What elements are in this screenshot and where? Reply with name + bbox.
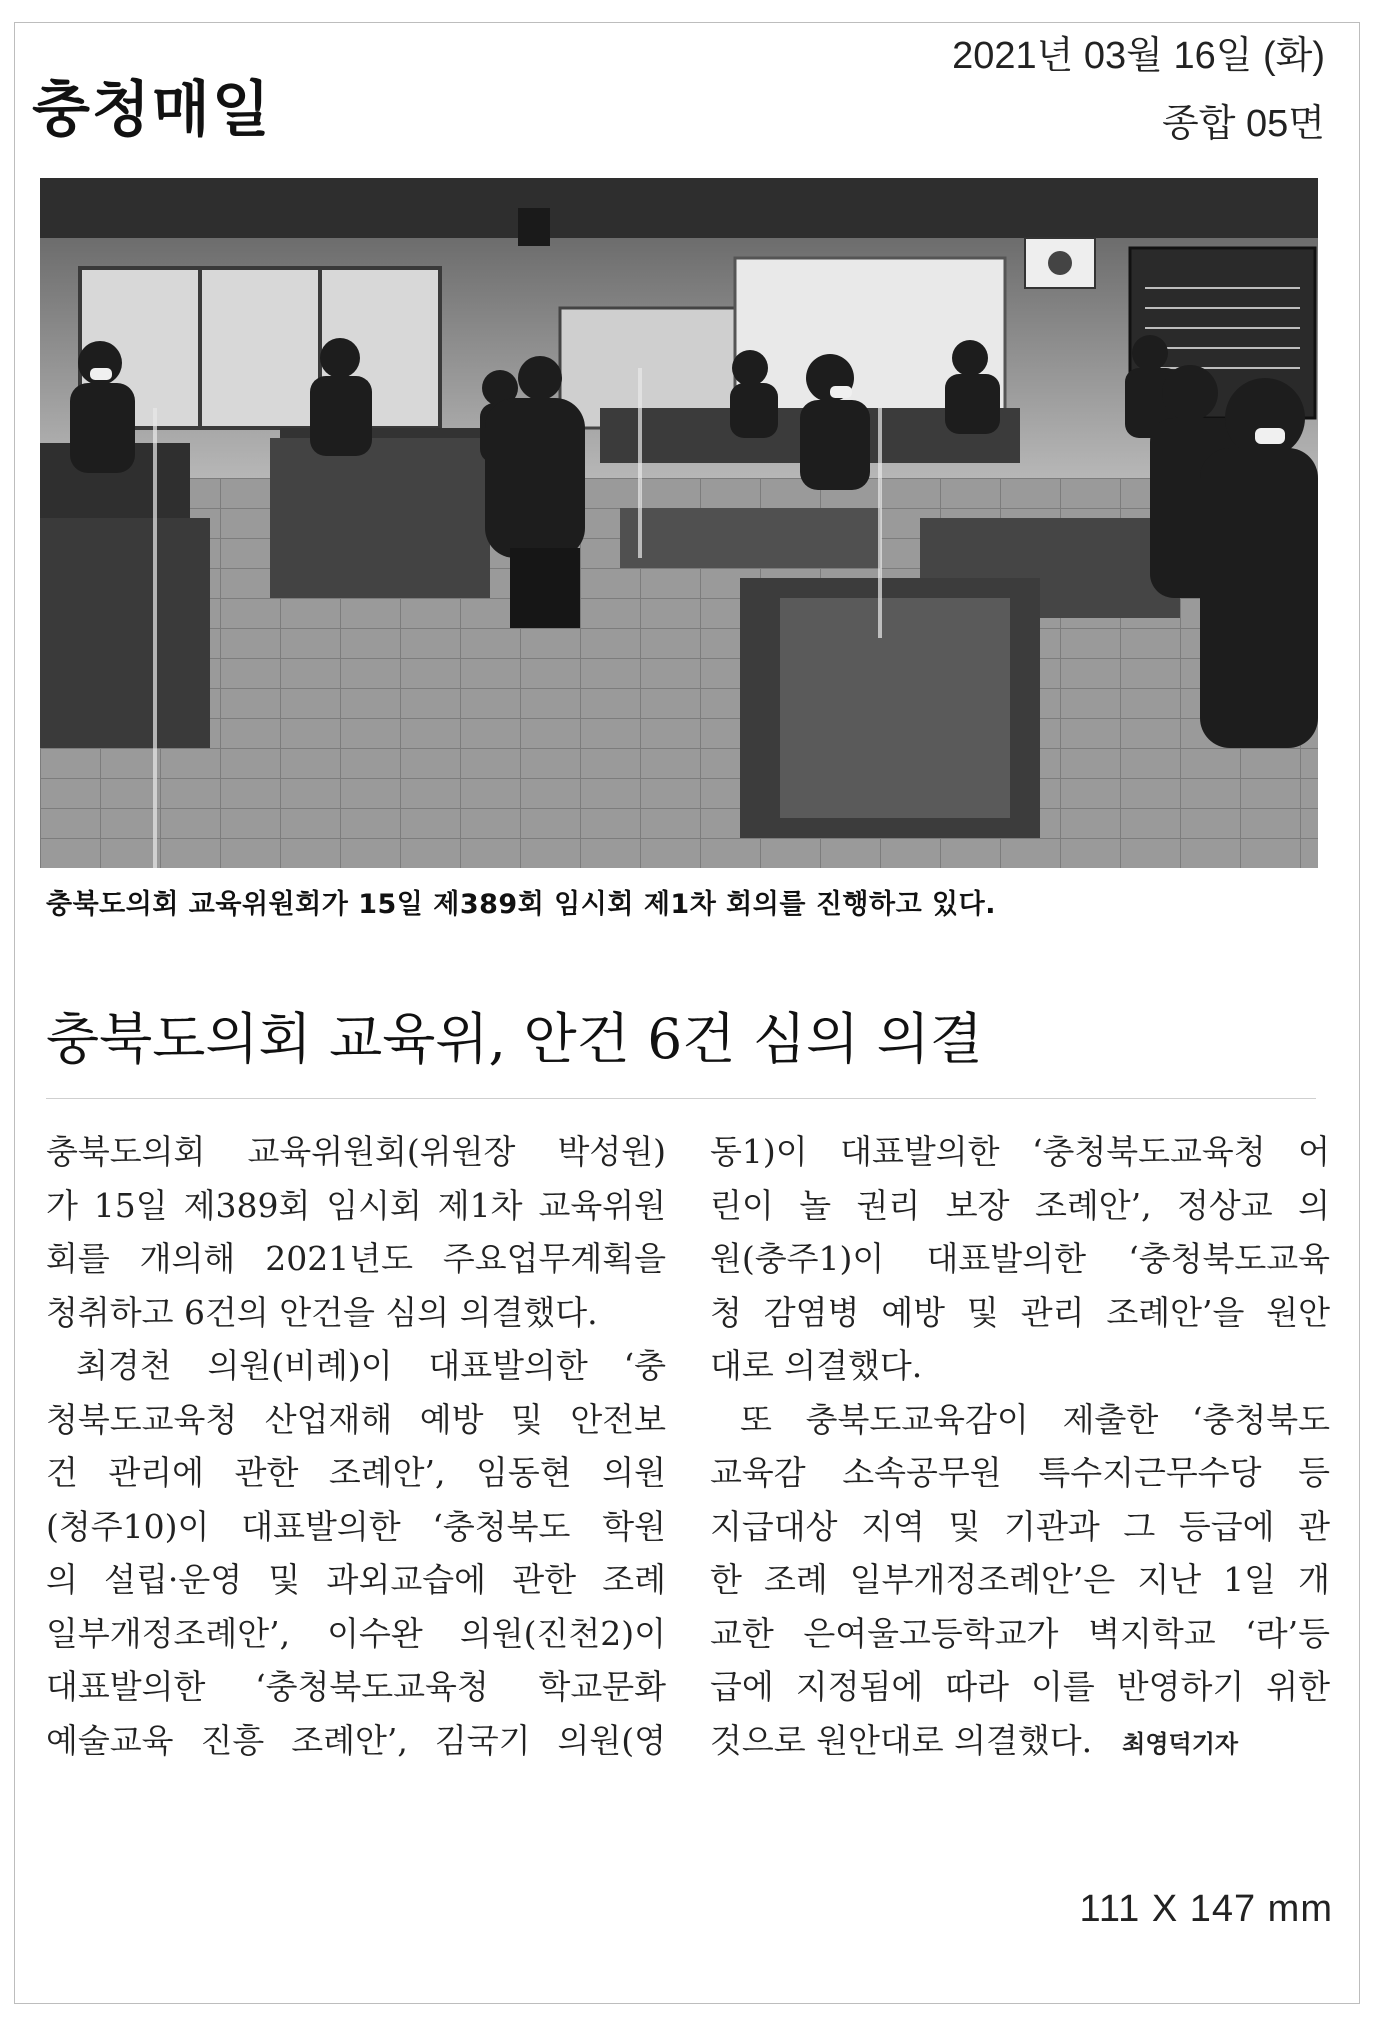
article-column-right	[710, 1125, 1330, 1767]
body-line: 의 설립·운영 및 과외교습에 관한 조례	[46, 1560, 666, 1599]
publication-date: 2021년 03월 16일 (화)	[952, 35, 1325, 77]
body-line: 청 감염병 예방 및 관리 조례안’을 원안	[710, 1292, 1330, 1332]
body-line: 일부개정조례안’, 이수완 의원(진천2)이	[46, 1613, 666, 1653]
body-line: 교육감 소속공무원 특수지근무수당 등	[710, 1453, 1330, 1492]
article-headline: 충북도의회 교육위, 안건 6건 심의 의결	[46, 1007, 983, 1071]
reporter-byline: 최영덕기자	[1122, 1729, 1239, 1758]
body-line: 동1)이 대표발의한 ‘충청북도교육청 어	[710, 1132, 1330, 1171]
body-line: 한 조례 일부개정조례안’은 지난 1일 개	[710, 1560, 1330, 1599]
clipping-size: 111 X 147 mm	[1079, 1888, 1333, 1930]
body-line: 최경천 의원(비례)이 대표발의한 ‘충	[76, 1346, 666, 1385]
body-line: 예술교육 진흥 조례안’, 김국기 의원(영	[46, 1720, 666, 1760]
body-line: 대표발의한 ‘충청북도교육청 학교문화	[46, 1667, 666, 1706]
body-line: 청북도교육청 산업재해 예방 및 안전보	[46, 1399, 666, 1439]
headline-divider	[46, 1098, 1316, 1099]
newspaper-masthead: 충청매일	[32, 75, 272, 145]
body-line: 린이 놀 권리 보장 조례안’, 정상교 의	[710, 1185, 1330, 1225]
body-line: 건 관리에 관한 조례안’, 임동현 의원	[46, 1453, 666, 1492]
body-line: 가 15일 제389회 임시회 제1차 교육위원	[46, 1185, 666, 1225]
body-line-final	[710, 1714, 1330, 1768]
body-line: 충북도의회 교육위원회(위원장 박성원)	[46, 1132, 666, 1171]
body-line: 청취하고 6건의 안건을 심의 의결했다.	[46, 1292, 598, 1332]
body-line: 원(충주1)이 대표발의한 ‘충청북도교육	[710, 1239, 1330, 1278]
section-page: 종합 05면	[1162, 103, 1325, 145]
body-line: 교한 은여울고등학교가 벽지학교 ‘라’등	[710, 1613, 1330, 1653]
body-line: 지급대상 지역 및 기관과 그 등급에 관	[710, 1506, 1330, 1546]
body-line: (청주10)이 대표발의한 ‘충청북도 학원	[46, 1506, 666, 1546]
photo-caption: 충북도의회 교육위원회가 15일 제389회 임시회 제1차 회의를 진행하고 있다.	[46, 889, 996, 920]
body-line: 또 충북도교육감이 제출한 ‘충청북도	[740, 1399, 1330, 1439]
article-column-left	[46, 1125, 666, 1767]
body-line: 회를 개의해 2021년도 주요업무계획을	[46, 1239, 666, 1278]
body-line: 대로 의결했다.	[710, 1346, 923, 1385]
meeting-photo	[40, 178, 1318, 868]
body-line-text: 것으로 원안대로 의결했다.	[710, 1720, 1093, 1760]
body-line: 급에 지정됨에 따라 이를 반영하기 위한	[710, 1667, 1330, 1706]
